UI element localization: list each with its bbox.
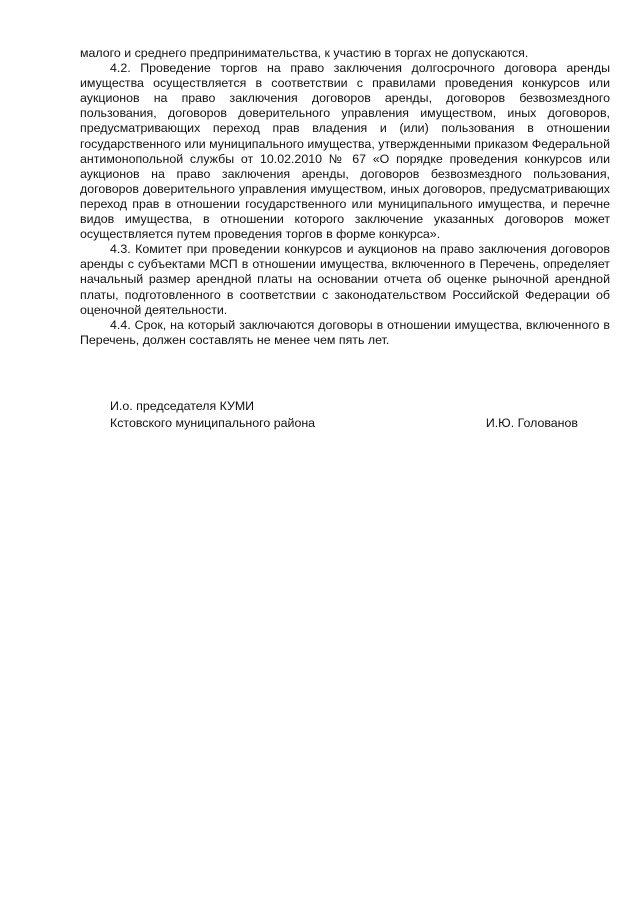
signatory-position-line2: Кстовского муниципального района [110, 416, 316, 430]
signature-block [110, 398, 580, 432]
document-body [80, 46, 610, 348]
paragraph-4-3: 4.3. Комитет при проведении конкурсов и аукционов на право заключения договоров аренды с субъектами МСП в отношении имущества, включенного в Перечень, определяет начальный размер арендной платы на основании отчета об оценке рыночной арендной платы, подготовленного в соответствии с законодательством Российской Федерации об оценочной деятельности. [80, 242, 610, 317]
paragraph-4-4: 4.4. Срок, на который заключаются договоры в отношении имущества, включенного в Перечень, должен составлять не менее чем пять лет. [80, 317, 610, 347]
signatory-name: И.Ю. Голованов [485, 416, 578, 430]
paragraph-4-1-continuation: малого и среднего предпринимательства, к участию в торгах не допускаются. [80, 46, 529, 60]
signatory-position-line1: И.о. председателя КУМИ [110, 399, 255, 413]
signature-row [110, 415, 580, 432]
paragraph-4-2: 4.2. Проведение торгов на право заключения долгосрочного договора аренды имущества осуществляется в соответствии с правилами проведения конкурсов или аукционов на право заключения договоров аренды, договоров безвозмездного пользования, договоров доверительного управления имуществом, иных договоров, предусматривающих переход прав владения и (или) пользования в отношении государственного или муниципального имущества, утвержденными приказом Федеральной антимонопольной службы от 10.02.2010 № 67 «О порядке проведения конкурсов или аукционов на право заключения аренды, договоров безвозмездного пользования, договоров доверительного управления имуществом, иных договоров, предусматривающих переход прав в отношении государственного или муниципального имущества, и перечне видов имущества, в отношении которого заключение указанных договоров может осуществляется путем проведения торгов в форме конкурса». [80, 61, 610, 242]
